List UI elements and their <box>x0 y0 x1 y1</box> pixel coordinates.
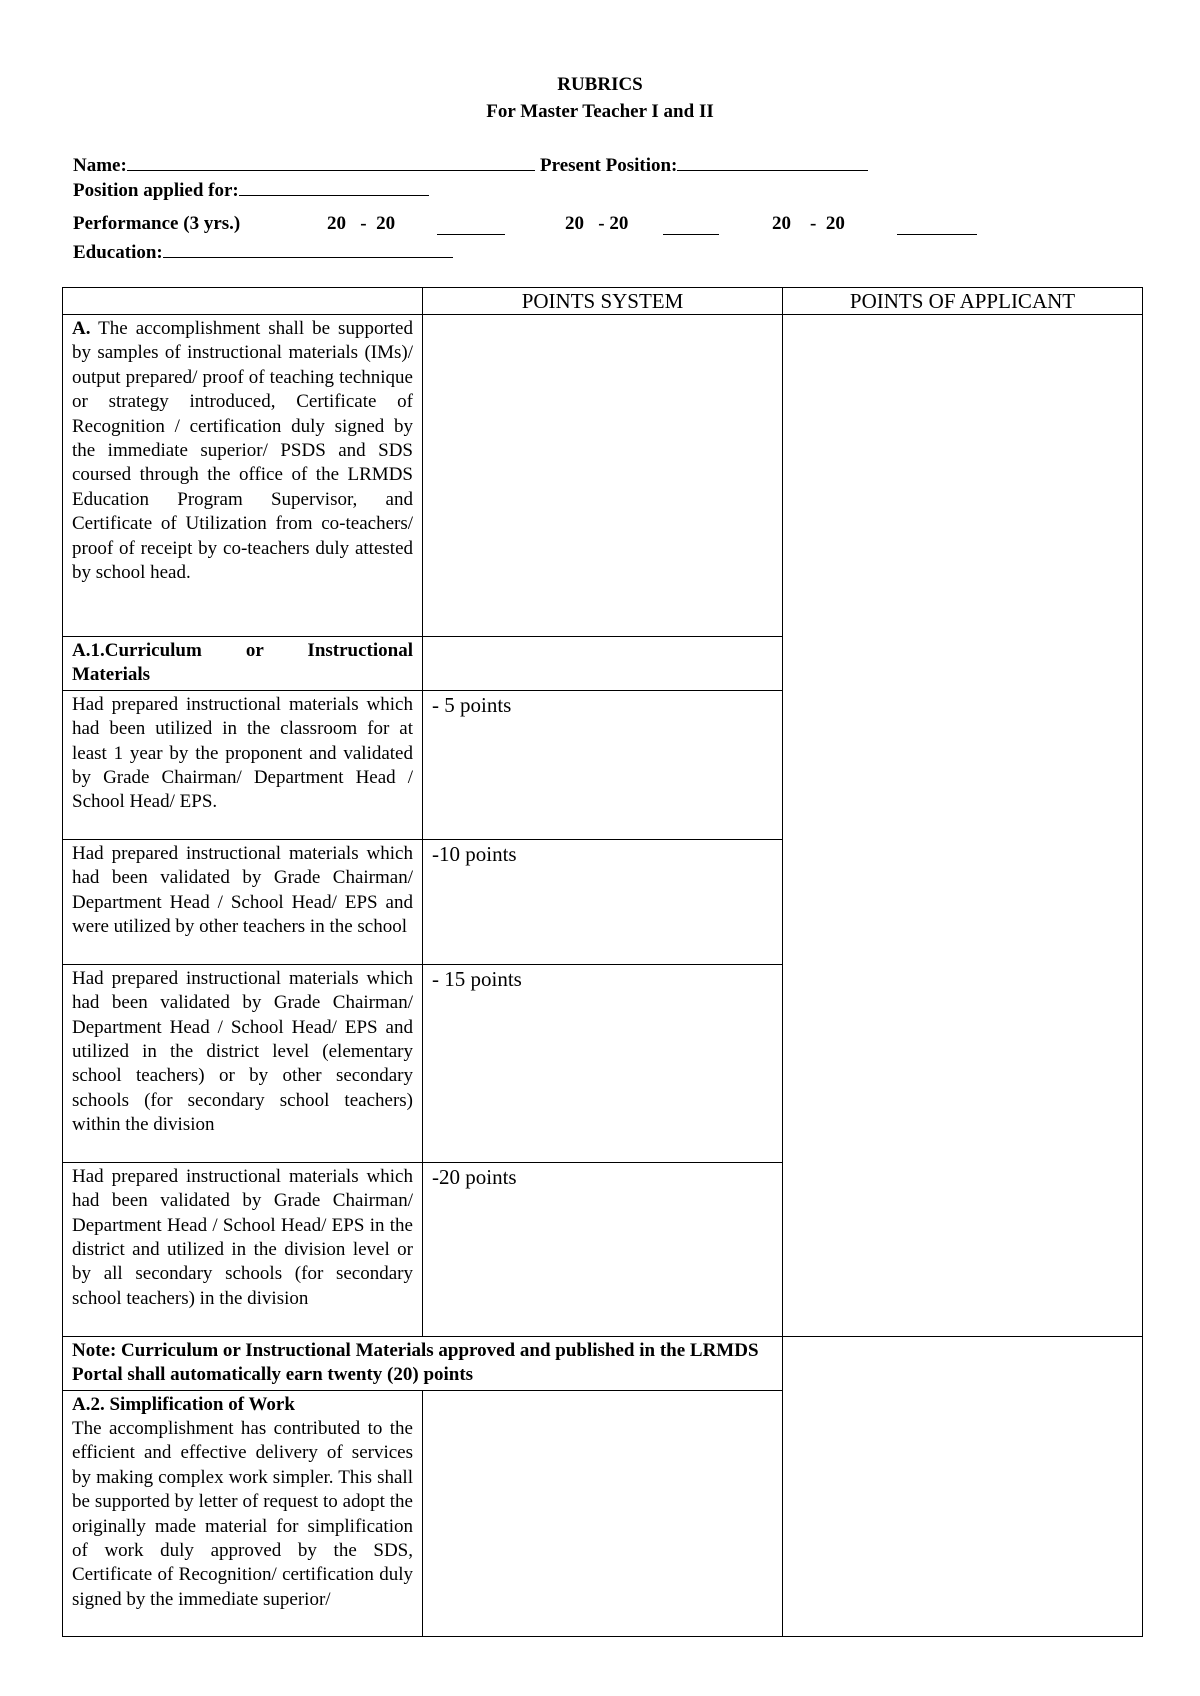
section-a-points-cell <box>423 315 783 637</box>
header-points-applicant: POINTS OF APPLICANT <box>783 288 1143 315</box>
header-empty-cell <box>63 288 423 315</box>
name-label: Name: <box>73 155 127 176</box>
criteria-text: Had prepared instructional materials which had been validated by Grade Chairman/ Department Head / School Head/ EPS and were utilized by other teachers in the school <box>63 839 423 964</box>
year-rating-3-blank[interactable] <box>897 234 977 235</box>
a1-heading-points-cell <box>423 637 783 691</box>
criteria-text: Had prepared instructional materials which had been validated by Grade Chairman/ Department Head / School Head/ EPS and utilized in the district level (elementary school teachers) or by other secondary schools (for secondary school teachers) within the division <box>63 964 423 1162</box>
a1-heading-cell <box>63 637 423 691</box>
criteria-text: Had prepared instructional materials which had been utilized in the classroom for at least 1 year by the proponent and validated by Grade Chairman/ Department Head / School Head/ EPS. <box>63 690 423 839</box>
criteria-points-cell <box>423 1162 783 1336</box>
criteria-points: - 15 points <box>432 966 522 991</box>
header-points-system: POINTS SYSTEM <box>423 288 783 315</box>
present-position-field <box>540 152 868 177</box>
criteria-points-cell <box>423 964 783 1162</box>
present-position-blank[interactable] <box>677 152 868 171</box>
criteria-points: -20 points <box>432 1164 517 1189</box>
a2-cell <box>63 1390 423 1636</box>
name-blank[interactable] <box>127 152 535 171</box>
section-a-description <box>63 315 423 637</box>
criteria-points-cell <box>423 690 783 839</box>
a2-heading: A.2. Simplification of Work <box>72 1393 295 1415</box>
criteria-points: -10 points <box>432 841 517 866</box>
document-title: RUBRICS <box>557 74 643 95</box>
applicant-points-cell-a1[interactable] <box>783 315 1143 1337</box>
rubric-table <box>62 287 1143 1637</box>
education-label: Education: <box>73 242 163 263</box>
section-a-label: A. <box>72 318 91 339</box>
note-cell <box>63 1336 783 1390</box>
a2-text: The accomplishment has contributed to the efficient and effective delivery of services by making complex work simpler. This shall be supported by letter of request to adopt the originally made material for simplification of work duly approved by the SDS, Certificate of Recognition/ certification duly signed by the immediate superior/ <box>72 1418 413 1610</box>
a2-points-cell <box>423 1390 783 1636</box>
year-rating-2-blank[interactable] <box>663 234 719 235</box>
note-row <box>63 1336 1143 1390</box>
criteria-points-cell <box>423 839 783 964</box>
section-a-row <box>63 315 1143 637</box>
criteria-text: Had prepared instructional materials which had been validated by Grade Chairman/ Department Head / School Head/ EPS in the district and utilized in the division level or by all secondary schools (for secondary school teachers) in the division <box>63 1162 423 1336</box>
year-range-2: 20 - 20 <box>565 213 629 234</box>
applicant-points-cell-a2[interactable] <box>783 1336 1143 1636</box>
education-blank[interactable] <box>163 239 453 258</box>
a1-heading: A.1.Curriculum or Instructional Materials <box>72 640 413 686</box>
position-applied-field <box>73 177 429 202</box>
education-field <box>73 239 453 264</box>
year-rating-1-blank[interactable] <box>437 234 505 235</box>
year-range-1: 20 - 20 <box>327 213 396 234</box>
document-subtitle: For Master Teacher I and II <box>486 101 714 122</box>
position-applied-label: Position applied for: <box>73 180 239 201</box>
name-field <box>73 152 535 177</box>
criteria-points: - 5 points <box>432 692 512 717</box>
section-a-text: The accomplishment shall be supported by samples of instructional materials (IMs)/ output prepared/ proof of teaching technique or strategy introduced, Certificate of Recognition / certification duly signed by the immediate superior/ PSDS and SDS coursed through the office of the LRMDS Education Program Supervisor, and Certificate of Utilization from co-teachers/ proof of receipt by co-teachers duly attested by school head. <box>72 318 413 584</box>
note-text: Note: Curriculum or Instructional Materials approved and published in the LRMDS Portal shall automatically earn twenty (20) points <box>72 1339 759 1386</box>
year-range-3: 20 - 20 <box>772 213 845 234</box>
table-header-row <box>63 288 1143 315</box>
performance-label: Performance (3 yrs.) <box>73 213 241 234</box>
position-applied-blank[interactable] <box>239 177 429 196</box>
present-position-label: Present Position: <box>540 155 678 176</box>
